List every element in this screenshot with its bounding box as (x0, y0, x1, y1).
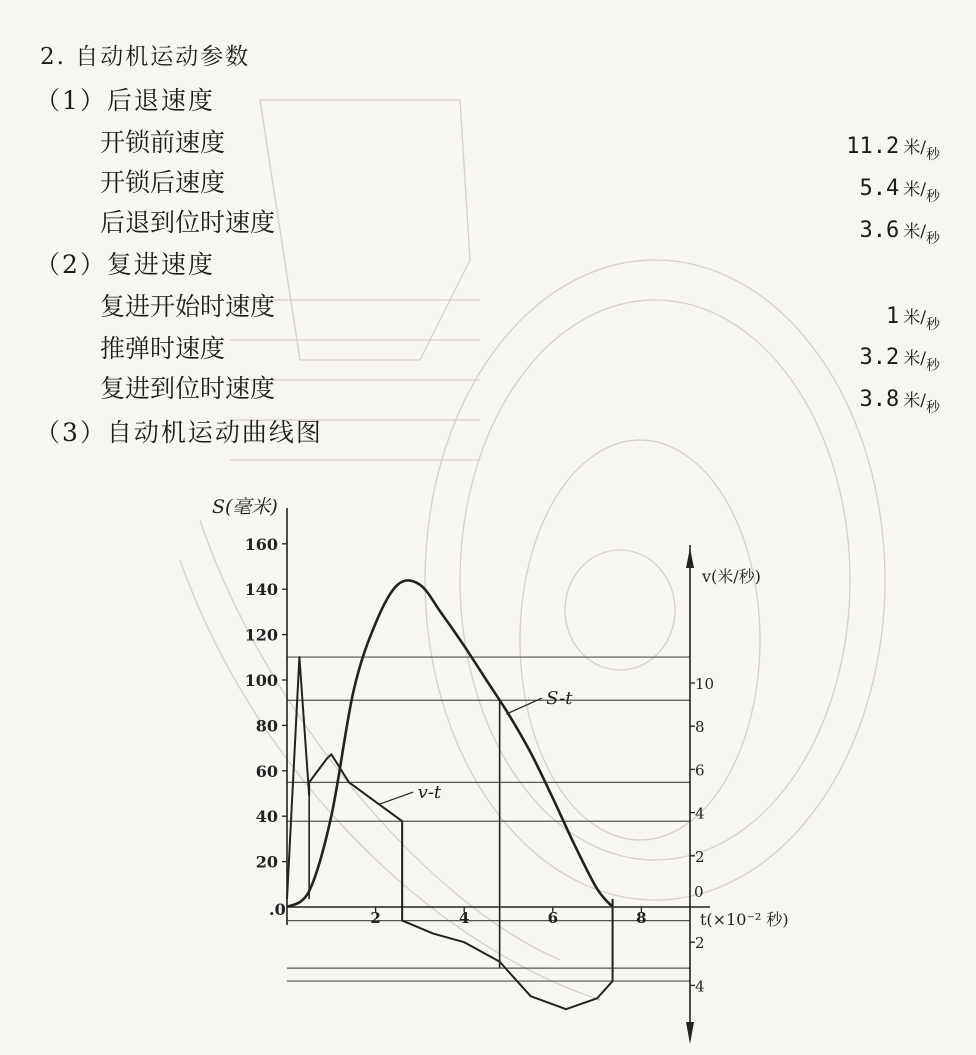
unit-denominator: 秒 (926, 147, 940, 163)
y-right-tick-label: 4 (695, 977, 705, 996)
series-line-s-t (287, 580, 613, 907)
param-label: 复进开始时速度 (100, 292, 276, 321)
x-axis-label: t(×10⁻² 秒) (700, 910, 789, 929)
x-tick-label: 4 (458, 909, 470, 927)
unit-numerator: 米 (903, 138, 921, 158)
value-unit: 米$/_秒$ (903, 349, 940, 374)
value-number: 1 (886, 304, 900, 329)
y-left-tick-label: 120 (244, 625, 278, 645)
y-left-tick-label: 60 (255, 761, 278, 781)
y-right-axis-arrow-down (686, 1022, 694, 1044)
y-left-axis-label: S(毫米) (212, 496, 278, 518)
y-right-tick-label: 2 (695, 934, 705, 953)
param-label: 后退到位时速度 (100, 208, 276, 237)
annotation-leader (380, 792, 413, 804)
unit-numerator: 米 (903, 308, 921, 328)
y-right-zero-label: 0 (694, 883, 704, 901)
y-right-tick-label: 4 (695, 804, 705, 823)
value-number: 3.8 (859, 387, 900, 412)
value-unit: 米$/_秒$ (903, 222, 940, 247)
unit-numerator: 米 (903, 391, 921, 411)
param-label: 开锁前速度 (100, 128, 226, 157)
value-unit: 米$/_秒$ (903, 308, 940, 333)
value-number: 5.4 (859, 176, 900, 201)
y-right-axis-arrow-up (686, 548, 694, 568)
unit-denominator: 秒 (926, 400, 940, 416)
unit-denominator: 秒 (926, 231, 940, 247)
y-right-tick-label: 8 (695, 718, 705, 737)
x-origin-label: .0 (269, 900, 286, 919)
unit-denominator: 秒 (926, 358, 940, 374)
param-label: 复进到位时速度 (100, 374, 276, 403)
param-label: 推弹时速度 (100, 334, 226, 363)
y-left-tick-label: 80 (255, 716, 278, 736)
series-line-v-t (287, 657, 613, 1009)
y-left-tick-label: 140 (244, 580, 278, 600)
unit-numerator: 米 (903, 180, 921, 200)
counter-recoil-heading: （2）复进速度 (35, 250, 215, 279)
x-tick-label: 8 (636, 909, 647, 927)
annotation-label: v-t (417, 782, 442, 804)
value-number: 3.6 (859, 218, 900, 243)
y-left-tick-label: 100 (244, 671, 278, 690)
y-right-tick-label: 2 (695, 847, 705, 866)
value-unit: 米$/_秒$ (903, 180, 940, 205)
y-right-tick-label: 10 (695, 675, 715, 693)
unit-denominator: 秒 (926, 317, 940, 333)
y-left-tick-label: 40 (255, 807, 278, 827)
unit-numerator: 米 (903, 222, 921, 242)
figure-heading: （3）自动机运动曲线图 (35, 418, 323, 447)
y-right-axis-label: v(米/秒) (702, 567, 761, 586)
y-right-tick-label: 6 (695, 761, 705, 780)
value-number: 3.2 (859, 345, 900, 370)
value-number: 11.2 (846, 134, 900, 159)
recoil-heading: （1）后退速度 (35, 86, 215, 115)
value-unit: 米$/_秒$ (903, 391, 940, 416)
x-tick-label: 2 (370, 909, 381, 927)
section-title: 2. 自动机运动参数 (40, 44, 251, 70)
x-tick-label: 6 (547, 909, 559, 927)
y-left-tick-label: 160 (244, 534, 278, 554)
param-label: 开锁后速度 (100, 168, 226, 197)
annotation-label: S-t (546, 688, 573, 710)
y-left-tick-label: 20 (255, 852, 278, 872)
unit-denominator: 秒 (926, 189, 940, 205)
value-unit: 米$/_秒$ (903, 138, 940, 163)
unit-numerator: 米 (903, 349, 921, 369)
